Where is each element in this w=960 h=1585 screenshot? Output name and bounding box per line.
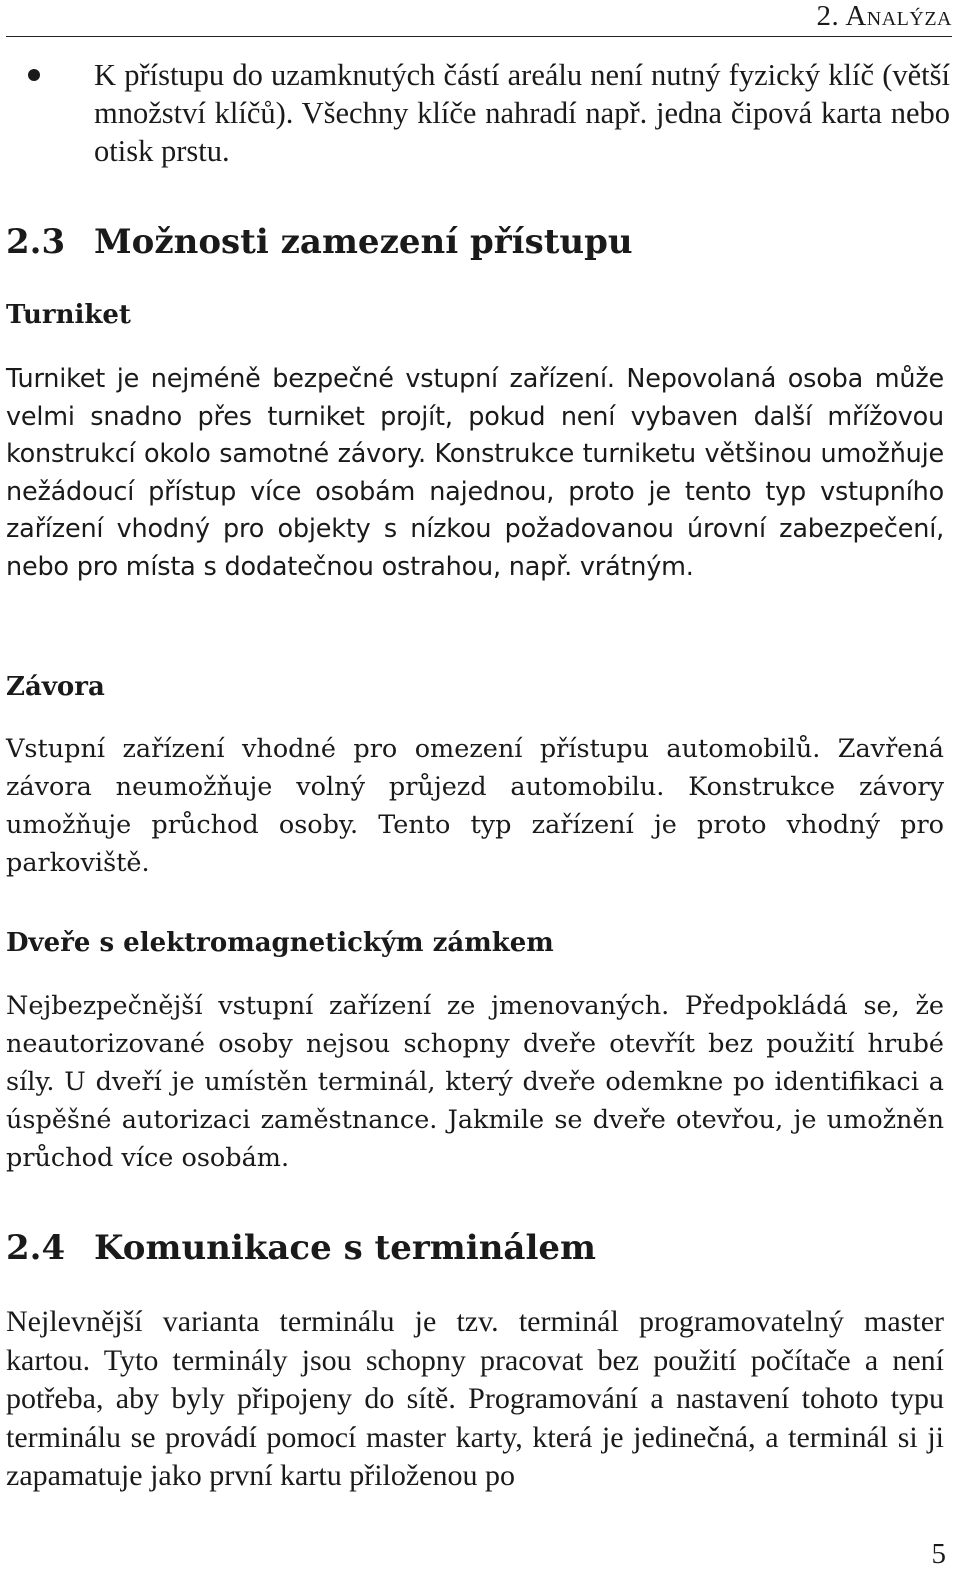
running-header-title: 2. Analýza [816, 0, 952, 32]
page-number: 5 [931, 1538, 946, 1570]
header-rule [6, 36, 952, 37]
paragraph-turniket: Turniket je nejméně bezpečné vstupní zařízení. Nepovolaná osoba může velmi snadno přes turniket projít, pokud není vybaven další mřížovou konstrukcí okolo samotné závory. Konstrukce turniketu většinou umožňuje nežádoucí přístup více osobám najednou, proto je tento typ vstupního zařízení vhodný pro objekty s nízkou požadovanou úrovní zabezpečení, nebo pro místa s dodatečnou ostrahou, např. vrátným. [6, 364, 944, 582]
subheading-zavora: Závora [6, 672, 105, 702]
subheading-turniket: Turniket [6, 300, 131, 330]
bullet-item [6, 56, 950, 170]
section-title: Možnosti zamezení přístupu [94, 222, 633, 262]
bullet-dot-icon [28, 69, 40, 81]
section-heading-2-4 [6, 1228, 596, 1268]
section-number: 2.4 [6, 1228, 66, 1268]
section-number: 2.3 [6, 222, 66, 262]
running-header [816, 0, 952, 33]
bullet-text: K přístupu do uzamknutých částí areálu není nutný fyzický klíč (větší množství klíčů). Všechny klíče nahradí např. jedna čipová karta nebo otisk prstu. [94, 58, 950, 168]
subheading-dvere: Dveře s elektromagnetickým zámkem [6, 928, 554, 958]
paragraph-komunikace: Nejlevnější varianta terminálu je tzv. terminál programovatelný master kartou. Tyto terminály jsou schopny pracovat bez použití počítače a není potřeba, aby byly připojeny do sítě. Programování a nastavení tohoto typu terminálu se provádí pomocí master karty, která je jedinečná, a terminál si ji zapamatuje jako první kartu přiloženou po [6, 1305, 944, 1492]
paragraph-zavora: Vstupní zařízení vhodné pro omezení přístupu automobilů. Zavřená závora neumožňuje volný průjezd automobilu. Konstrukce závory umožňuje průchod osoby. Tento typ zařízení je proto vhodný pro parkoviště. [6, 734, 944, 878]
paragraph-dvere: Nejbezpečnější vstupní zařízení ze jmenovaných. Předpokládá se, že neautorizované osoby nejsou schopny dveře otevřít bez použití hrubé síly. U dveří je umístěn terminál, který dveře odemkne po identifikaci a úspěšné autorizaci zaměstnance. Jakmile se dveře otevřou, je umožněn průchod více osobám. [6, 991, 944, 1173]
section-title: Komunikace s terminálem [94, 1228, 596, 1268]
section-heading-2-3 [6, 222, 633, 262]
